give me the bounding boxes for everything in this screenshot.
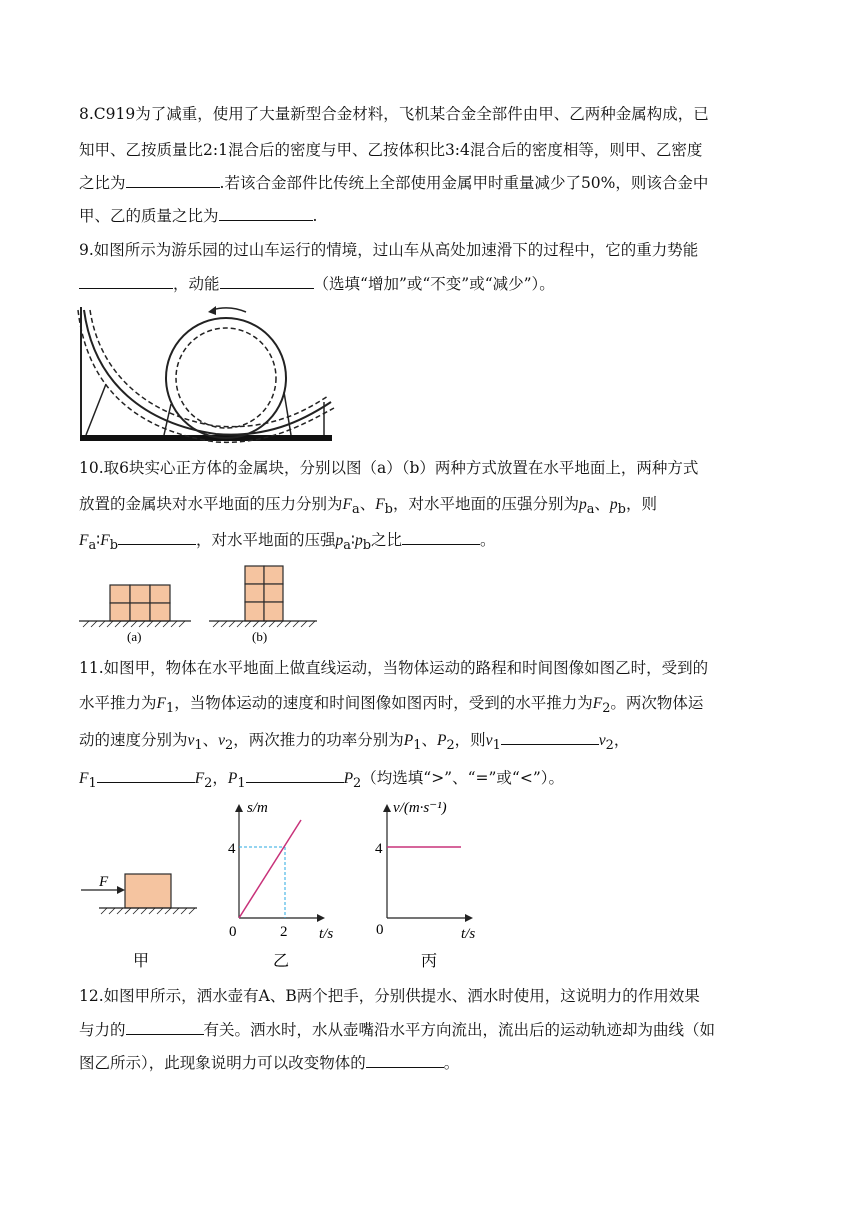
y-label: s/m [247,800,268,816]
var-sub-1: 1 [413,738,422,754]
var-F: F [375,496,385,513]
q11-comma: ， [212,769,228,787]
q11-line2-text-c: 。两次物体运 [610,694,704,712]
var-P: P [403,732,414,749]
var-F: F [156,695,166,712]
var-sub-2: 2 [204,776,213,792]
var-F: F [194,770,205,787]
q11-line2-text-a: 水平推力为 [79,694,157,712]
q12-line2-text-a: 与力的 [79,1021,126,1039]
var-v: v [218,732,226,749]
caption-jia: 甲 [133,953,150,970]
y-tick-4: 4 [228,841,236,857]
x-label: t/s [319,926,334,942]
var-sub-a: a [343,538,351,554]
loop-outer [166,318,286,438]
ratio-colon: ∶ [96,531,101,549]
var-P: P [227,770,238,787]
origin-0: 0 [376,922,384,938]
q10-line3 [79,529,496,557]
x-tick-2: 2 [280,924,288,940]
q10-answer-blank-1[interactable] [118,530,196,545]
var-p: p [609,496,618,513]
q8-line4-text-a: 甲、乙的质量之比为 [79,207,219,225]
y-axis-arrow-icon [235,804,243,812]
q12-answer-blank-2[interactable] [366,1053,444,1068]
q11-comma: ， [613,731,630,749]
track-outer [84,310,331,435]
q8-line4-text-b: . [312,207,318,225]
q8-line1: 8.C919为了减重，使用了大量新型合金材料，飞机某合金全部件由甲、乙两种金属构成，已 [79,105,709,123]
caption-b: (b) [252,629,268,644]
q8-line4 [79,205,317,227]
track-dashed-inner [90,310,328,427]
q11-line3-text-c: ，两次推力的功率分别为 [233,731,404,749]
q11-figures [79,798,499,973]
var-v: v [485,732,493,749]
var-p: p [335,532,344,549]
q10-line2-text-a: 放置的金属块对水平地面的压力分别为 [79,495,343,513]
var-F: F [592,695,603,712]
var-F: F [100,532,110,549]
ground-bar [80,435,332,441]
y-axis-arrow-icon [383,804,391,812]
var-sub-2: 2 [605,738,614,754]
force-label: F [99,874,109,890]
q8-answer-blank-2[interactable] [219,206,313,221]
q9-line1: 9.如图所示为游乐园的过山车运行的情境，过山车从高处加速滑下的过程中，它的重力势能 [79,241,699,259]
x-axis-arrow-icon [465,914,473,922]
var-sub-b: b [109,538,118,554]
x-axis-arrow-icon [317,914,325,922]
q12-line3 [79,1052,459,1074]
var-sub-2: 2 [446,738,455,754]
q10-sep: 、 [359,495,376,513]
ground-hatch-a [83,621,185,627]
var-sub-a: a [351,502,360,518]
q10-answer-blank-2[interactable] [402,530,480,545]
q11-line1: 11.如图甲，物体在水平地面上做直线运动，当物体运动的路程和时间图像如图乙时，受到的 [79,659,709,677]
q8-line3 [79,172,708,194]
var-sub-2: 2 [602,701,611,717]
q8-line3-text-a: 之比为 [79,174,126,192]
y-label: v/(m·s⁻¹) [393,800,447,816]
q11-sep: 、 [421,731,437,749]
var-sub-1: 1 [165,701,175,717]
q11-line2-text-b: ，当物体运动的速度和时间图像如图丙时，受到的水平推力为 [174,694,593,712]
arrow-head-icon [208,306,216,315]
var-sub-2: 2 [225,738,234,754]
q11-line4 [79,767,564,795]
loop-dashed [176,328,276,428]
q9-line2-text-b: （选填“增加”或“不变”或“减少”）。 [313,275,555,293]
var-F: F [79,770,89,787]
support-3 [284,392,291,435]
caption-yi: 乙 [273,953,290,970]
box [125,874,171,908]
q8-answer-blank-1[interactable] [126,173,220,188]
s-t-line [239,820,301,918]
q9-answer-blank-1[interactable] [79,274,173,289]
q11-line3-text-e: ，则 [454,731,486,749]
q10-line1: 10.取6块实心正方体的金属块，分别以图（a）（b）两种方式放置在水平地面上，两种方式 [79,459,699,477]
caption-a: (a) [127,629,142,644]
var-F: F [342,496,352,513]
y-tick-4: 4 [375,841,383,857]
blocks-figure [79,563,319,645]
q11-line3-text-a: 动的速度分别为 [79,731,188,749]
var-P: P [436,732,447,749]
q10-line3-text-d: 之比 [370,531,402,549]
q11-answer-blank-2[interactable] [97,768,195,783]
floor-hatch [101,908,195,914]
var-sub-a: a [586,502,595,518]
force-arrow-head-icon [117,886,125,894]
q12-line3-text-b: 。 [443,1054,460,1072]
var-sub-1: 1 [237,776,246,792]
q10-line3-text-e: 。 [480,531,496,549]
q9-answer-blank-2[interactable] [220,274,314,289]
var-p: p [578,496,587,513]
q11-sep: 、 [202,731,219,749]
q12-line3-text-a: 图乙所示），此现象说明力可以改变物体的 [79,1054,366,1072]
var-sub-b: b [362,538,371,554]
q10-line2-text-e: ，则 [625,495,657,513]
q10-line3-text-b: ，对水平地面的压强 [195,531,336,549]
q9-line2-text-a: ，动能 [173,275,220,293]
q11-line2 [79,692,703,720]
ground-hatch-b [213,621,315,627]
q10-line2-text-c: ，对水平地面的压强分别为 [392,495,579,513]
ratio-colon: ∶ [350,531,355,549]
q12-line2-text-b: 有关。洒水时，水从壶嘴沿水平方向流出，流出后的运动轨迹却为曲线（如 [203,1021,716,1039]
var-sub-1: 1 [88,776,97,792]
origin-0: 0 [229,924,237,940]
q11-answer-blank-1[interactable] [501,730,599,745]
q11-line3 [79,729,629,757]
var-v: v [187,732,195,749]
support-1 [86,384,106,435]
var-sub-2: 2 [353,776,362,792]
q11-answer-blank-3[interactable] [246,768,344,783]
blocks-a [110,585,170,621]
var-P: P [343,770,354,787]
x-label: t/s [461,926,476,942]
direction-arrow [212,308,246,312]
q8-line2: 知甲、乙按质量比2:1混合后的密度与甲、乙按体积比3:4混合后的密度相等，则甲、乙密度 [79,141,703,159]
caption-bing: 丙 [421,953,438,970]
blocks-b [245,566,283,621]
var-sub-1: 1 [492,738,501,754]
q10-line2 [79,493,657,521]
var-v: v [598,732,606,749]
var-sub-1: 1 [194,738,203,754]
var-sub-a: a [88,538,97,554]
q8-line3-text-b: .若该合金部件比传统上全部使用金属甲时重量减少了50%，则该合金中 [219,174,709,192]
var-sub-b: b [617,502,626,518]
q10-sep: 、 [594,495,610,513]
q9-line2 [79,273,555,295]
var-F: F [79,532,89,549]
fig-bing [375,800,475,970]
fig-jia [81,874,197,970]
var-sub-b: b [384,502,393,518]
q12-line1: 12.如图甲所示，洒水壶有A、B两个把手，分别供提水、洒水时使用，这说明力的作用效果 [79,987,700,1005]
roller-coaster-figure [76,304,336,444]
q11-line4-text-b: （均选填“>”、“=”或“<”）。 [361,769,565,787]
fig-yi [228,800,333,970]
q12-line2 [79,1019,715,1041]
q12-answer-blank-1[interactable] [126,1020,204,1035]
var-p: p [354,532,363,549]
